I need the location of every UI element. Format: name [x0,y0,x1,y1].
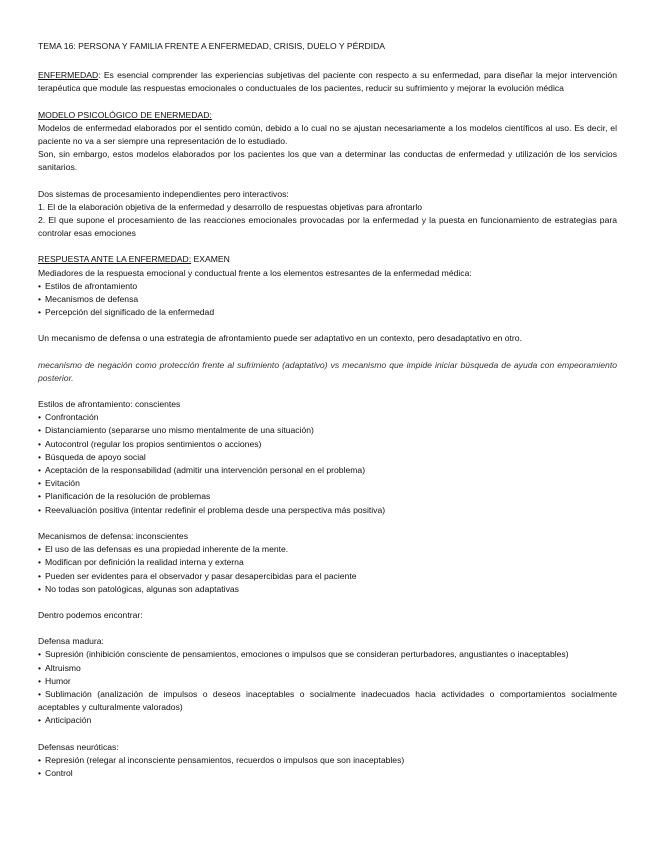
bullet-icon: • [38,688,42,699]
list-item [38,754,617,767]
bullet-icon: • [38,649,42,660]
list-item-text: Estilos de afrontamiento [45,280,138,291]
bullet-icon: • [38,465,42,476]
mecanismos-heading: Mecanismos de defensa: inconscientes [38,530,188,541]
neuroticas-heading: Defensas neuróticas: [38,741,119,752]
list-item [38,675,617,688]
list-item [38,688,617,714]
bullet-icon: • [38,451,42,462]
list-item [38,280,617,293]
list-item-text: Control [45,767,73,778]
list-item [38,306,617,319]
bullet-icon: • [38,754,42,765]
list-item-text: Reevaluación positiva (intentar redefinir el problema desde una perspectiva más positiva) [45,504,386,515]
list-item-text: El uso de las defensas es una propiedad inherente de la mente. [45,544,289,555]
respuesta-exam-tag: EXAMEN [191,254,230,265]
estilos-list [38,411,617,517]
bullet-icon: • [38,767,42,778]
respuesta-intro: Mediadores de la respuesta emocional y conductual frente a los elementos estresantes de la enfermedad médica: [38,267,472,278]
list-item [38,411,617,424]
bullet-icon: • [38,307,42,318]
madura-list [38,648,617,727]
negacion-paragraph: mecanismo de negación como protección frente al sufrimiento (adaptativo) vs mecanismo que impide iniciar búsqueda de ayuda con empeoramiento posterior. [38,359,617,383]
list-item [38,662,617,675]
bullet-icon: • [38,491,42,502]
estilos-heading: Estilos de afrontamiento: conscientes [38,399,181,410]
list-item [38,556,617,569]
list-item [38,504,617,517]
list-item-text: Pueden ser evidentes para el observador y pasar desapercibidas para el paciente [45,570,357,581]
sistemas-item-2: 2. El que supone el procesamiento de las reacciones emocionales provocadas por la enfermedad y la puesta en funcionamiento de estrategias para controlar esas emociones [38,215,617,239]
sistemas-section [38,188,617,241]
list-item-text: Confrontación [45,412,99,423]
list-item-text: Supresión (inhibición consciente de pensamientos, emociones o impulsos que se consideran perturbadores, angustiantes o inaceptables) [45,649,569,660]
mecanismos-list [38,543,617,596]
list-item-text: Mecanismos de defensa [45,294,139,305]
bullet-icon: • [38,675,42,686]
list-item [38,648,617,661]
neuroticas-section [38,741,617,781]
list-item [38,477,617,490]
modelo-paragraph-2: Son, sin embargo, estos modelos elaborados por los pacientes los que van a determinar las conductas de enfermedad y utilización de los servicios sanitarios. [38,149,617,173]
list-item-text: Autocontrol (regular los propios sentimientos o acciones) [45,438,262,449]
respuesta-heading: RESPUESTA ANTE LA ENFERMEDAD: [38,254,192,265]
list-item-text: Evitación [45,478,80,489]
list-item-text: Represión (relegar al inconsciente pensamientos, recuerdos o impulsos que son inaceptables) [45,754,405,765]
bullet-icon: • [38,570,42,581]
list-item-text: Altruismo [45,662,81,673]
list-item [38,583,617,596]
list-item [38,543,617,556]
respuesta-heading-line [38,253,617,266]
list-item [38,438,617,451]
enfermedad-text: : Es esencial comprender las experiencias subjetivas del paciente con respecto a su enfermedad, para diseñar la mejor intervención terapéutica que module las respuestas emocionales o conductuales de los pacientes, reducir su sufrimiento y mejorar la evolución médica [38,70,617,94]
bullet-icon: • [38,504,42,515]
list-item-text: No todas son patológicas, algunas son adaptativas [45,583,239,594]
list-item-text: Humor [45,675,71,686]
list-item-text: Planificación de la resolución de problemas [45,491,211,502]
document-title: TEMA 16: PERSONA Y FAMILIA FRENTE A ENFERMEDAD, CRISIS, DUELO Y PÉRDIDA [38,41,386,51]
list-item [38,293,617,306]
bullet-icon: • [38,438,42,449]
sistemas-item-1: 1. El de la elaboración objetiva de la enfermedad y desarrollo de respuestas objetivas para afrontarlo [38,201,423,212]
enfermedad-section [38,69,617,95]
modelo-section [38,109,617,175]
list-item-text: Sublimación (analización de impulsos o deseos inaceptables o socialmente inadecuados hacia actividades o comportamientos socialmente aceptables y culturalmente valorados) [38,688,617,713]
list-item [38,714,617,727]
bullet-icon: • [38,544,42,555]
list-item-text: Modifican por definición la realidad interna y externa [45,557,244,568]
bullet-icon: • [38,662,42,673]
modelo-paragraph-1: Modelos de enfermedad elaborados por el sentido común, debido a lo cual no se ajustan necesariamente a los modelos científicos al uso. Es decir, el paciente no va a ser siempre una representación de lo estudiado. [38,122,617,147]
list-item-text: Anticipación [45,715,92,726]
mecanismo-paragraph: Un mecanismo de defensa o una estrategia de afrontamiento puede ser adaptativo en un contexto, pero desadaptativo en otro. [38,333,522,344]
list-item [38,490,617,503]
list-item [38,464,617,477]
list-item-text: Búsqueda de apoyo social [45,451,146,462]
list-item-text: Aceptación de la responsabilidad (admitir una intervención personal en el problema) [45,465,366,476]
bullet-icon: • [38,412,42,423]
bullet-icon: • [38,478,42,489]
madura-heading: Defensa madura: [38,636,104,647]
list-item [38,424,617,437]
madura-section [38,635,617,727]
bullet-icon: • [38,425,42,436]
neuroticas-list [38,754,617,780]
modelo-heading: MODELO PSICOLÓGICO DE ENERMEDAD: [38,109,212,120]
list-item [38,451,617,464]
respuesta-section [38,253,617,319]
list-item [38,767,617,780]
dentro-paragraph: Dentro podemos encontrar: [38,609,143,620]
list-item-text: Percepción del significado de la enfermedad [45,307,215,318]
bullet-icon: • [38,557,42,568]
estilos-section [38,398,617,517]
bullet-icon: • [38,280,42,291]
respuesta-list [38,280,617,320]
sistemas-intro: Dos sistemas de procesamiento independientes pero interactivos: [38,188,289,199]
mecanismos-section [38,530,617,596]
list-item [38,570,617,583]
bullet-icon: • [38,715,42,726]
bullet-icon: • [38,583,42,594]
enfermedad-heading: ENFERMEDAD [38,70,99,81]
list-item-text: Distanciamiento (separarse uno mismo mentalmente de una situación) [45,425,314,436]
bullet-icon: • [38,294,42,305]
